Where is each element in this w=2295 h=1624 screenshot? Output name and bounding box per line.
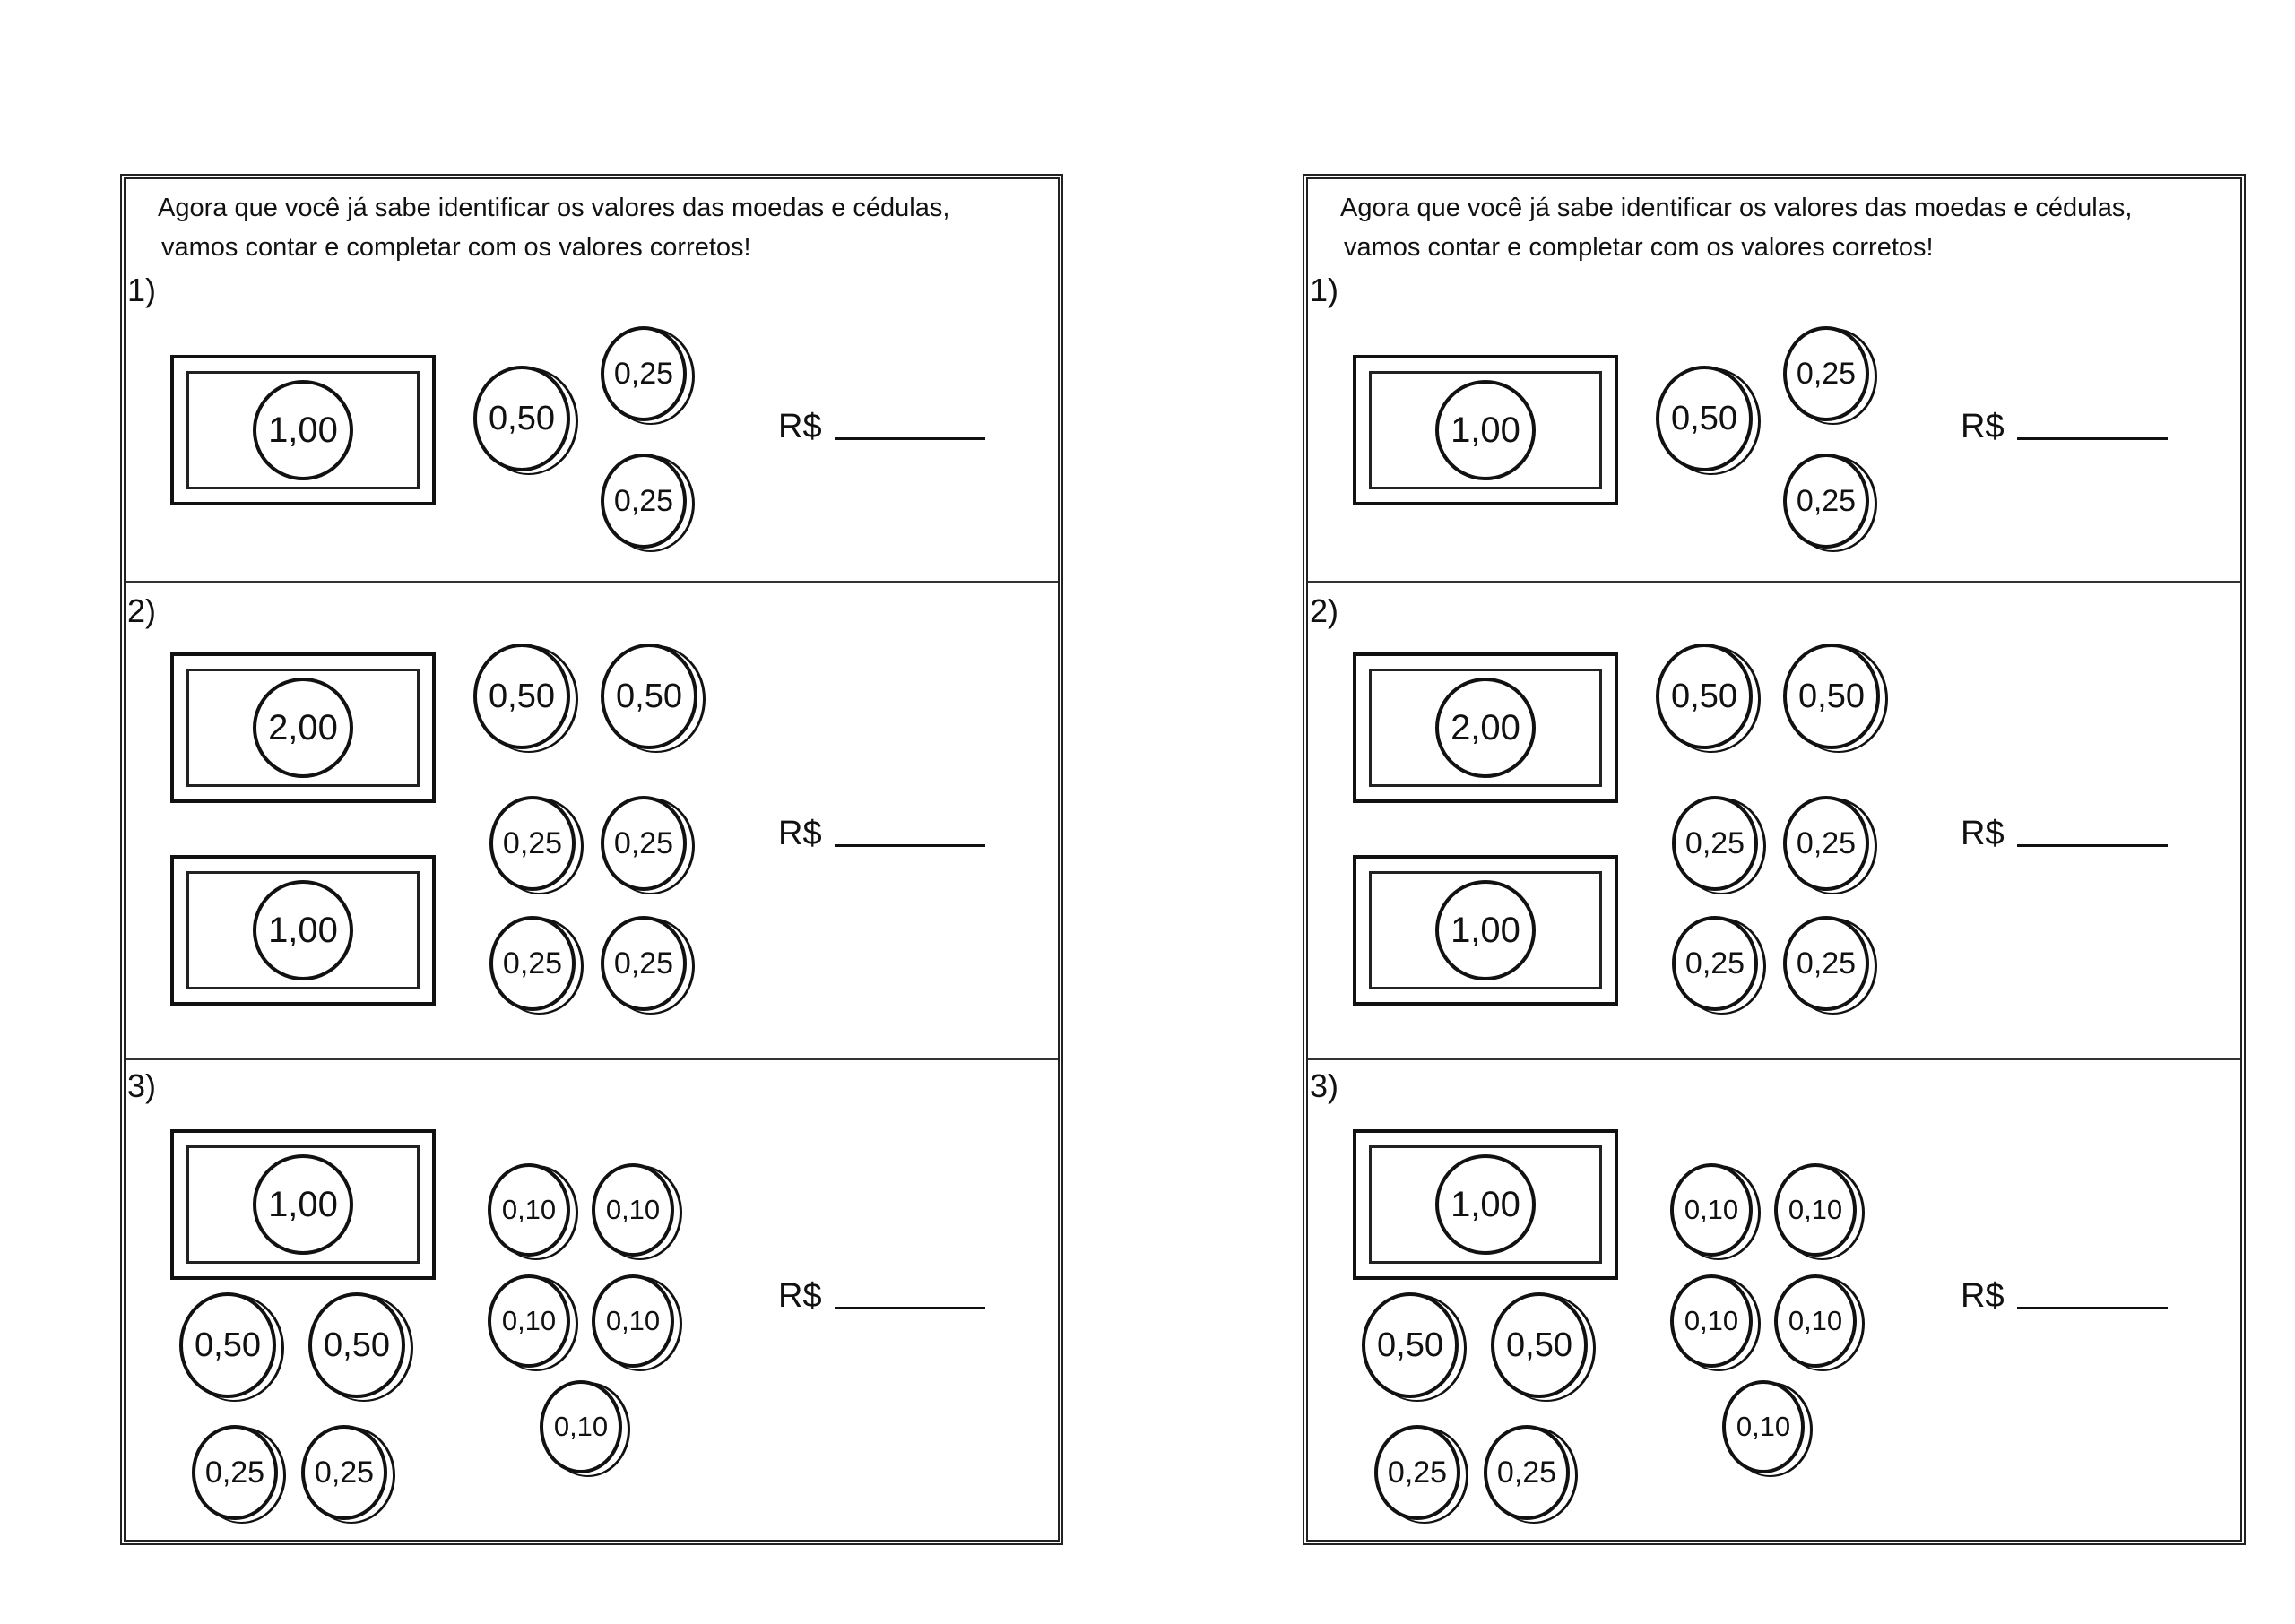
currency-label: R$ xyxy=(1961,408,2005,445)
answer-field[interactable] xyxy=(1961,409,2168,445)
coin: 0,25 xyxy=(601,326,687,421)
instructions-line-2: vamos contar e completar com os valores corretos! xyxy=(161,233,751,262)
answer-field[interactable] xyxy=(1961,1278,2168,1314)
exercise-number: 3) xyxy=(1310,1067,1339,1104)
coin: 0,10 xyxy=(540,1380,622,1473)
exercise-2 xyxy=(126,581,1058,1060)
banknote xyxy=(1353,652,1618,803)
currency-label: R$ xyxy=(778,1277,822,1315)
banknote xyxy=(1353,355,1618,505)
answer-line[interactable] xyxy=(2017,843,2168,847)
coin: 0,25 xyxy=(1484,1425,1570,1520)
instructions-line-1: Agora que você já sabe identificar os valores das moedas e cédulas, xyxy=(158,194,950,222)
coin: 0,25 xyxy=(489,796,576,891)
worksheet-left xyxy=(120,174,1063,1545)
instructions-line-2: vamos contar e completar com os valores corretos! xyxy=(1344,233,1934,262)
exercise-number: 3) xyxy=(127,1067,157,1104)
answer-field[interactable] xyxy=(778,1278,985,1314)
banknote-value: 2,00 xyxy=(253,678,353,778)
exercise-number: 1) xyxy=(1310,272,1339,308)
banknote-value: 1,00 xyxy=(1435,880,1536,980)
banknote-value: 1,00 xyxy=(1435,380,1536,480)
coin: 0,25 xyxy=(489,916,576,1011)
exercise-3 xyxy=(1308,1058,2240,1545)
answer-line[interactable] xyxy=(835,843,985,847)
answer-field[interactable] xyxy=(1961,816,2168,851)
banknote-value: 1,00 xyxy=(253,880,353,980)
exercise-number: 1) xyxy=(127,272,157,308)
banknote xyxy=(1353,1129,1618,1280)
coin: 0,50 xyxy=(179,1292,276,1398)
banknote-value: 1,00 xyxy=(253,380,353,480)
banknote xyxy=(170,1129,436,1280)
coin: 0,50 xyxy=(1656,366,1753,471)
banknote xyxy=(170,355,436,505)
coin: 0,25 xyxy=(192,1425,278,1520)
exercise-3 xyxy=(126,1058,1058,1545)
exercise-number: 2) xyxy=(1310,592,1339,629)
coin: 0,10 xyxy=(592,1163,674,1257)
coin: 0,50 xyxy=(308,1292,405,1398)
coin: 0,10 xyxy=(1722,1380,1805,1473)
coin: 0,25 xyxy=(1783,796,1869,891)
coin: 0,50 xyxy=(601,644,697,749)
coin: 0,10 xyxy=(488,1163,570,1257)
exercise-1 xyxy=(1308,179,2240,583)
coin: 0,10 xyxy=(1774,1163,1857,1257)
currency-label: R$ xyxy=(778,815,822,852)
coin: 0,25 xyxy=(601,454,687,549)
banknote xyxy=(1353,855,1618,1006)
coin: 0,25 xyxy=(601,916,687,1011)
coin: 0,25 xyxy=(1374,1425,1460,1520)
coin: 0,25 xyxy=(601,796,687,891)
answer-line[interactable] xyxy=(835,1306,985,1309)
answer-line[interactable] xyxy=(2017,436,2168,440)
exercise-number: 2) xyxy=(127,592,157,629)
currency-label: R$ xyxy=(1961,815,2005,852)
coin: 0,25 xyxy=(301,1425,387,1520)
coin: 0,10 xyxy=(1670,1163,1753,1257)
answer-field[interactable] xyxy=(778,816,985,851)
banknote xyxy=(170,652,436,803)
banknote xyxy=(170,855,436,1006)
instructions-line-1: Agora que você já sabe identificar os valores das moedas e cédulas, xyxy=(1340,194,2133,222)
coin: 0,10 xyxy=(1774,1274,1857,1368)
coin: 0,10 xyxy=(488,1274,570,1368)
answer-line[interactable] xyxy=(2017,1306,2168,1309)
exercise-1 xyxy=(126,179,1058,583)
coin: 0,25 xyxy=(1672,916,1758,1011)
worksheet-right xyxy=(1303,174,2246,1545)
coin: 0,50 xyxy=(1491,1292,1588,1398)
coin: 0,50 xyxy=(473,366,570,471)
coin: 0,10 xyxy=(592,1274,674,1368)
coin: 0,25 xyxy=(1672,796,1758,891)
coin: 0,25 xyxy=(1783,454,1869,549)
answer-line[interactable] xyxy=(835,436,985,440)
coin: 0,25 xyxy=(1783,326,1869,421)
coin: 0,50 xyxy=(1362,1292,1459,1398)
banknote-value: 1,00 xyxy=(253,1154,353,1255)
coin: 0,50 xyxy=(1656,644,1753,749)
answer-field[interactable] xyxy=(778,409,985,445)
currency-label: R$ xyxy=(1961,1277,2005,1315)
currency-label: R$ xyxy=(778,408,822,445)
coin: 0,10 xyxy=(1670,1274,1753,1368)
coin: 0,50 xyxy=(1783,644,1880,749)
coin: 0,50 xyxy=(473,644,570,749)
exercise-2 xyxy=(1308,581,2240,1060)
banknote-value: 2,00 xyxy=(1435,678,1536,778)
coin: 0,25 xyxy=(1783,916,1869,1011)
banknote-value: 1,00 xyxy=(1435,1154,1536,1255)
